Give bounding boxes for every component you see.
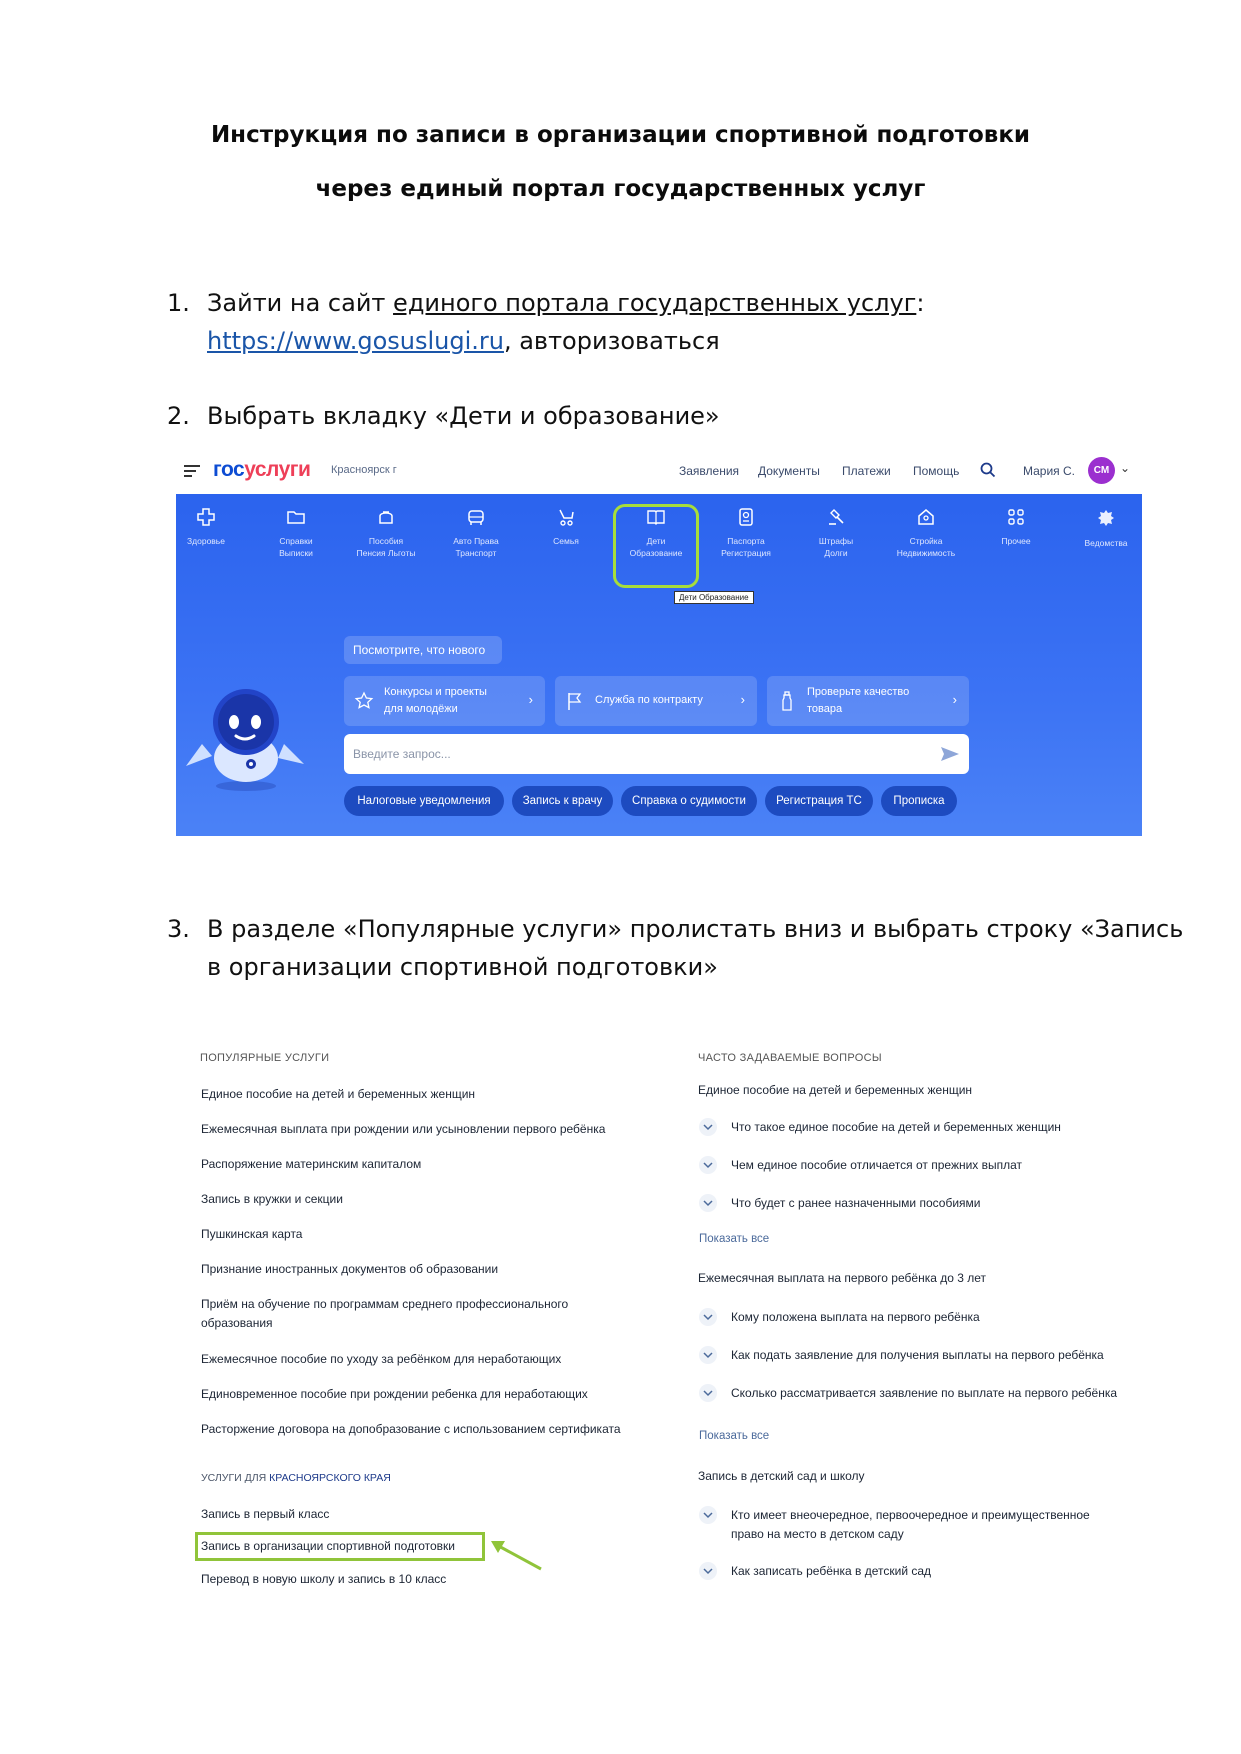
step-3-line-1: В разделе «Популярные услуги» пролистать вниз и выбрать строку «Запись <box>207 915 1184 943</box>
step-1 <box>167 284 1167 364</box>
logo-part-2: услуги <box>244 458 311 481</box>
chip-doctor-appointment[interactable]: Запись к врачу <box>512 786 613 816</box>
folder-icon <box>287 508 305 526</box>
step-1-tail: , авторизоваться <box>503 327 720 355</box>
category-label: Семья <box>553 536 579 546</box>
faq-question-text: Что будет с ранее назначенными пособиями <box>731 1196 981 1210</box>
step-3-line-2: в организации спортивной подготовки» <box>207 953 718 981</box>
card-text: Служба по контракту <box>595 694 703 706</box>
house-icon <box>917 508 935 526</box>
burger-menu-icon[interactable] <box>184 465 200 477</box>
car-icon <box>467 508 485 526</box>
regional-heading-prefix: УСЛУГИ ДЛЯ <box>201 1472 270 1484</box>
step-1-url-line <box>207 322 720 360</box>
menu-help[interactable]: Помощь <box>913 464 960 478</box>
category-label: Справки <box>279 536 313 546</box>
gavel-icon <box>827 508 845 526</box>
gosuslugi-logo[interactable] <box>213 458 310 482</box>
highlight-frame-sports-training <box>195 1532 485 1561</box>
grid-icon <box>1007 508 1025 526</box>
category-label: Дети <box>646 536 666 546</box>
star-icon <box>354 690 374 712</box>
chevron-right-icon: › <box>740 692 745 707</box>
category-health[interactable] <box>163 508 249 547</box>
category-label: Здоровье <box>187 536 225 546</box>
chevron-down-icon <box>699 1346 717 1364</box>
card-youth-contests[interactable] <box>344 676 545 726</box>
category-label: Стройка <box>909 536 943 546</box>
portal-banner <box>176 494 1142 836</box>
service-item[interactable]: Приём на обучение по программам среднего профессионального <box>201 1297 569 1311</box>
service-item[interactable]: Перевод в новую школу и запись в 10 класс <box>201 1572 447 1586</box>
category-family[interactable] <box>523 508 609 547</box>
category-label: Прочее <box>1001 536 1031 546</box>
highlight-frame-children-education <box>613 504 699 588</box>
menu-payments[interactable]: Платежи <box>842 464 891 478</box>
services-screenshot <box>176 1030 1146 1590</box>
portal-screenshot <box>176 448 1142 836</box>
service-item[interactable]: Единовременное пособие при рождении ребенка для неработающих <box>201 1387 588 1401</box>
regional-services-heading <box>201 1472 391 1484</box>
portal-search[interactable] <box>344 734 969 774</box>
chevron-down-icon <box>699 1156 717 1174</box>
chevron-down-icon <box>699 1308 717 1326</box>
category-label: Паспорта <box>727 536 765 546</box>
faq-group-title: Ежемесячная выплата на первого ребёнка до 3 лет <box>698 1271 987 1285</box>
regional-heading-region: КРАСНОЯРСКОГО КРАЯ <box>269 1472 391 1484</box>
chevron-down-icon <box>699 1384 717 1402</box>
category-fines[interactable] <box>793 508 879 559</box>
popular-services-heading: ПОПУЛЯРНЫЕ УСЛУГИ <box>200 1052 330 1064</box>
category-other[interactable] <box>973 508 1059 547</box>
passport-icon <box>737 508 755 526</box>
stroller-icon <box>557 508 575 526</box>
category-auto[interactable] <box>433 508 519 559</box>
category-sublabel: Образование <box>629 548 683 558</box>
step-1-colon: : <box>916 289 925 317</box>
step-2 <box>167 397 1167 437</box>
user-name[interactable]: Мария С. <box>1023 464 1076 478</box>
category-certificates[interactable] <box>253 508 339 559</box>
faq-question-text: Что такое единое пособие на детей и беременных женщин <box>731 1120 1061 1134</box>
step-3 <box>167 910 1227 990</box>
menu-documents[interactable]: Документы <box>758 464 820 478</box>
service-item[interactable]: Признание иностранных документов об образовании <box>201 1262 499 1276</box>
category-label: Ведомства <box>1084 538 1128 548</box>
step-1-text <box>207 284 924 322</box>
service-item-continued[interactable]: образования <box>201 1316 273 1330</box>
step-2-text: Выбрать вкладку «Дети и образование» <box>207 402 720 430</box>
chevron-right-icon: › <box>952 692 957 707</box>
chip-residence-registration[interactable]: Прописка <box>881 786 957 816</box>
chevron-down-icon <box>699 1194 717 1212</box>
category-sublabel: Регистрация <box>721 548 771 558</box>
plus-icon <box>197 508 215 526</box>
faq-question-text: Чем единое пособие отличается от прежних выплат <box>731 1158 1023 1172</box>
service-item[interactable]: Пушкинская карта <box>201 1227 303 1241</box>
arrow-pointer-icon <box>489 1536 544 1572</box>
step-2-number: 2. <box>167 402 190 430</box>
service-item[interactable]: Ежемесячная выплата при рождении или усыновлении первого ребёнка <box>201 1122 606 1136</box>
chip-tax-notices[interactable]: Налоговые уведомления <box>344 786 504 816</box>
faq-heading: ЧАСТО ЗАДАВАЕМЫЕ ВОПРОСЫ <box>698 1052 882 1064</box>
faq-question-text: Кто имеет внеочередное, первоочередное и преимущественное право на место в детском саду <box>731 1508 1090 1541</box>
emblem-icon <box>1096 508 1116 528</box>
flag-icon <box>565 690 585 712</box>
category-agencies[interactable] <box>1063 508 1149 549</box>
card-text: Проверьте качество товара <box>807 686 910 715</box>
step-3-number: 3. <box>167 915 190 943</box>
service-item[interactable]: Ежемесячное пособие по уходу за ребёнком для неработающих <box>201 1352 562 1366</box>
faq-group-title: Единое пособие на детей и беременных женщин <box>698 1083 973 1097</box>
portal-topbar <box>176 448 1142 494</box>
faq-question-text: Как записать ребёнка в детский сад <box>731 1564 932 1578</box>
category-sublabel: Недвижимость <box>896 548 956 558</box>
search-input[interactable]: Введите запрос... <box>353 747 451 761</box>
card-check-quality[interactable] <box>767 676 969 726</box>
card-text: Конкурсы и проекты для молодёжи <box>384 686 487 715</box>
category-sublabel: Пенсия Льготы <box>356 548 416 558</box>
faq-question-text: Сколько рассматривается заявление по выплате на первого ребёнка <box>731 1386 1118 1400</box>
service-item[interactable]: Единое пособие на детей и беременных женщин <box>201 1087 476 1101</box>
bottle-icon <box>777 690 797 712</box>
faq-group-title: Запись в детский сад и школу <box>698 1469 865 1483</box>
whats-new-button[interactable]: Посмотрите, что нового <box>344 636 502 664</box>
show-all-link[interactable]: Показать все <box>699 1233 770 1245</box>
menu-applications[interactable]: Заявления <box>679 464 740 478</box>
tooltip: Дети Образование <box>674 591 754 604</box>
chip-vehicle-registration[interactable]: Регистрация ТС <box>765 786 873 816</box>
category-benefits[interactable] <box>343 508 429 559</box>
show-all-link[interactable]: Показать все <box>699 1430 770 1442</box>
send-icon[interactable] <box>940 744 960 764</box>
service-item[interactable]: Распоряжение материнским капиталом <box>201 1157 422 1171</box>
chevron-down-icon[interactable]: ⌄ <box>1120 461 1131 475</box>
category-sublabel: Выписки <box>279 548 313 558</box>
logo-part-1: гос <box>213 458 245 481</box>
document-title-line-1: Инструкция по записи в организации спортивной подготовки <box>210 122 1031 148</box>
step-1-lead: Зайти на сайт <box>207 289 394 317</box>
chevron-right-icon: › <box>528 692 533 707</box>
robot-mascot-icon <box>184 684 304 794</box>
avatar[interactable]: СМ <box>1088 457 1115 484</box>
service-item-sports-training[interactable]: Запись в организации спортивной подготовки <box>201 1539 455 1553</box>
service-item[interactable]: Запись в кружки и секции <box>201 1192 343 1206</box>
portal-link-text[interactable]: единого портала государственных услуг <box>393 289 917 317</box>
chevron-down-icon <box>699 1118 717 1136</box>
card-contract-service[interactable] <box>555 676 757 726</box>
category-sublabel: Долги <box>824 548 848 558</box>
wallet-icon <box>377 508 395 526</box>
faq-question-text: Как подать заявление для получения выплаты на первого ребёнка <box>731 1348 1104 1362</box>
city-selector[interactable]: Красноярск г <box>331 464 397 476</box>
chevron-down-icon <box>699 1562 717 1580</box>
step-1-number: 1. <box>167 289 190 317</box>
category-label: Пособия <box>368 536 404 546</box>
chip-criminal-record[interactable]: Справка о судимости <box>621 786 757 816</box>
search-icon[interactable] <box>980 462 996 478</box>
service-item[interactable]: Запись в первый класс <box>201 1507 330 1521</box>
category-label: Штрафы <box>818 536 854 546</box>
gosuslugi-url-link[interactable]: https://www.gosuslugi.ru <box>207 327 504 355</box>
category-label: Авто Права <box>453 536 499 546</box>
chevron-down-icon <box>699 1506 717 1524</box>
category-construction[interactable] <box>883 508 969 559</box>
category-passports[interactable] <box>703 508 789 559</box>
category-sublabel: Транспорт <box>455 548 497 558</box>
document-title-line-2: через единый портал государственных услуг <box>315 176 926 202</box>
faq-question-text: Кому положена выплата на первого ребёнка <box>731 1310 980 1324</box>
service-item[interactable]: Расторжение договора на допобразование с использованием сертификата <box>201 1422 621 1436</box>
